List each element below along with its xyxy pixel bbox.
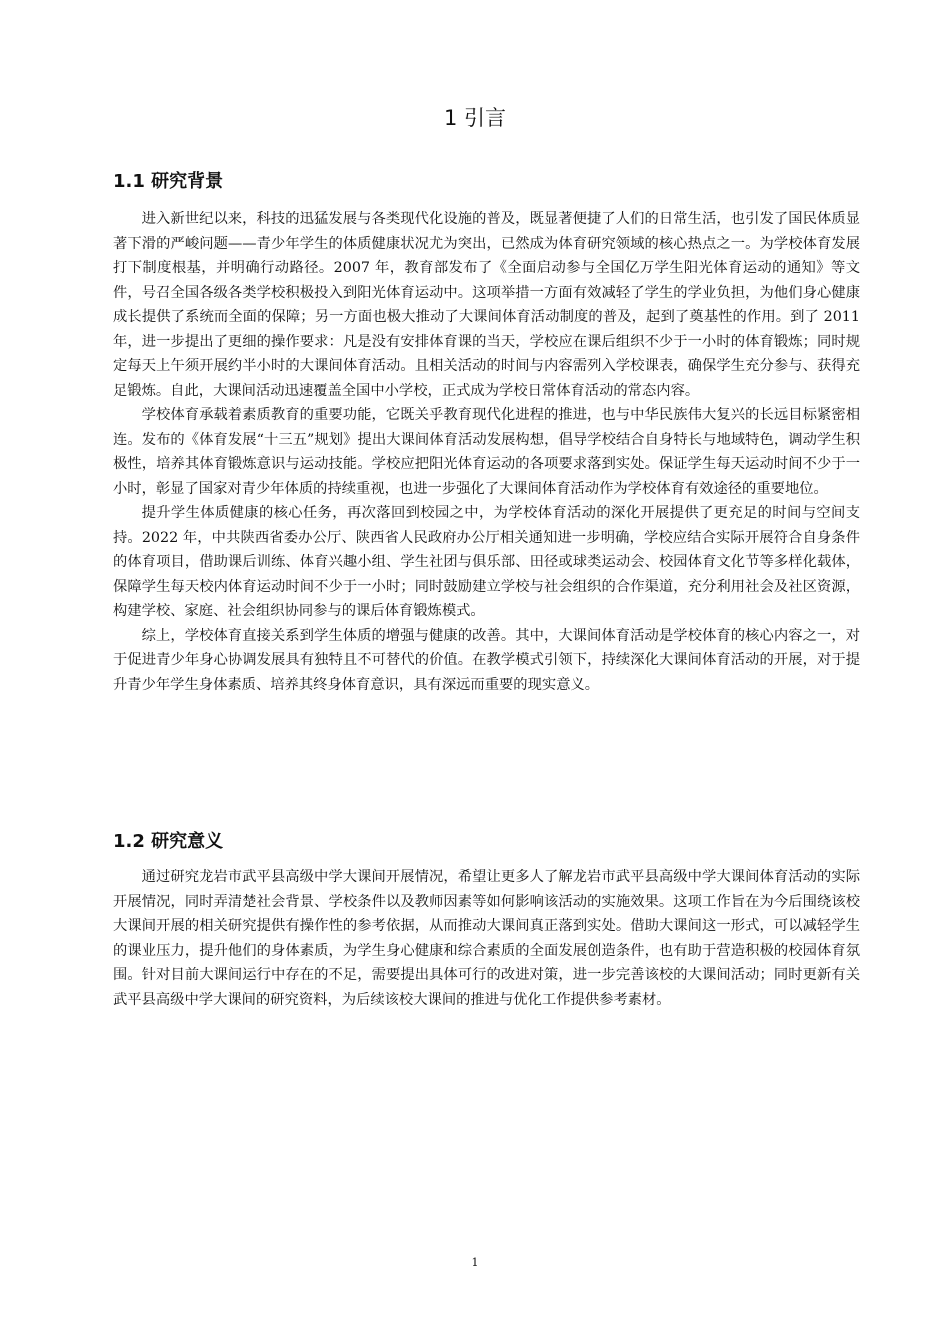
paragraph: 进入新世纪以来，科技的迅猛发展与各类现代化设施的普及，既显著便捷了人们的日常生活，也引发了国民体质显著下滑的严峻问题——青少年学生的体质健康状况尤为突出，已然成为体育研究领域的核心热点之一。为学校体育发展打下制度根基，并明确行动路径。2007 年，教育部发布了《全面启动参与全国亿万学生阳光体育运动的通知》等文件，号召全国各级各类学校积极投入到阳光体育运动中。这项举措一方面有效减轻了学生的学业负担，为他们身心健康成长提供了系统而全面的保障；另一方面也极大推动了大课间体育活动制度的普及，起到了奠基性的作用。到了 2011 年，进一步提出了更细的操作要求：凡是没有安排体育课的当天，学校应在课后组织不少于一小时的体育锻炼；同时规定每天上午须开展约半小时的大课间体育活动。且相关活动的时间与内容需列入学校课表，确保学生充分参与、获得充足锻炼。自此，大课间活动迅速覆盖全国中小学校，正式成为学校日常体育活动的常态内容。 — [113, 211, 860, 399]
paragraph: 学校体育承载着素质教育的重要功能，它既关乎教育现代化进程的推进，也与中华民族伟大复兴的长远目标紧密相连。发布的《体育发展“十三五”规划》提出大课间体育活动发展构想，倡导学校结合自身特长与地域特色，调动学生积极性，培养其体育锻炼意识与运动技能。学校应把阳光体育运动的各项要求落到实处。保证学生每天运动时间不少于一小时，彰显了国家对青少年体质的持续重视，也进一步强化了大课间体育活动作为学校体育有效途径的重要地位。 — [113, 407, 860, 497]
page-number: 1 — [471, 1256, 479, 1269]
section-heading-significance: 1.2 研究意义 — [113, 831, 224, 852]
paragraph: 通过研究龙岩市武平县高级中学大课间开展情况，希望让更多人了解龙岩市武平县高级中学大课间体育活动的实际开展情况，同时弄清楚社会背景、学校条件以及教师因素等如何影响该活动的实施效果。这项工作旨在为今后围绕该校大课间开展的相关研究提供有操作性的参考依据，从而推动大课间真正落到实处。借助大课间这一形式，可以减轻学生的课业压力，提升他们的身体素质，为学生身心健康和综合素质的全面发展创造条件，也有助于营造积极的校园体育氛围。针对目前大课间运行中存在的不足，需要提出具体可行的改进对策，进一步完善该校的大课间活动；同时更新有关武平县高级中学大课间的研究资料，为后续该校大课间的推进与优化工作提供参考素材。 — [113, 869, 860, 1008]
section-heading-background: 1.1 研究背景 — [113, 171, 224, 192]
paragraph: 提升学生体质健康的核心任务，再次落回到校园之中，为学校体育活动的深化开展提供了更充足的时间与空间支持。2022 年，中共陕西省委办公厅、陕西省人民政府办公厅相关通知进一步明确，学校应结合实际开展符合自身条件的体育项目，借助课后训练、体育兴趣小组、学生社团与俱乐部、田径或球类运动会、校园体育文化节等多样化载体，保障学生每天校内体育运动时间不少于一小时；同时鼓励建立学校与社会组织的合作渠道，充分利用社会及社区资源，构建学校、家庭、社会组织协同参与的课后体育锻炼模式。 — [113, 505, 860, 619]
chapter-title: 1 引言 — [443, 106, 507, 130]
paragraph: 综上，学校体育直接关系到学生体质的增强与健康的改善。其中，大课间体育活动是学校体育的核心内容之一，对于促进青少年身心协调发展具有独特且不可替代的价值。在教学模式引领下，持续深化大课间体育活动的开展，对于提升青少年学生身体素质、培养其终身体育意识，具有深远而重要的现实意义。 — [113, 627, 860, 693]
section-body-background — [113, 207, 860, 697]
section-body-significance — [113, 865, 860, 1012]
